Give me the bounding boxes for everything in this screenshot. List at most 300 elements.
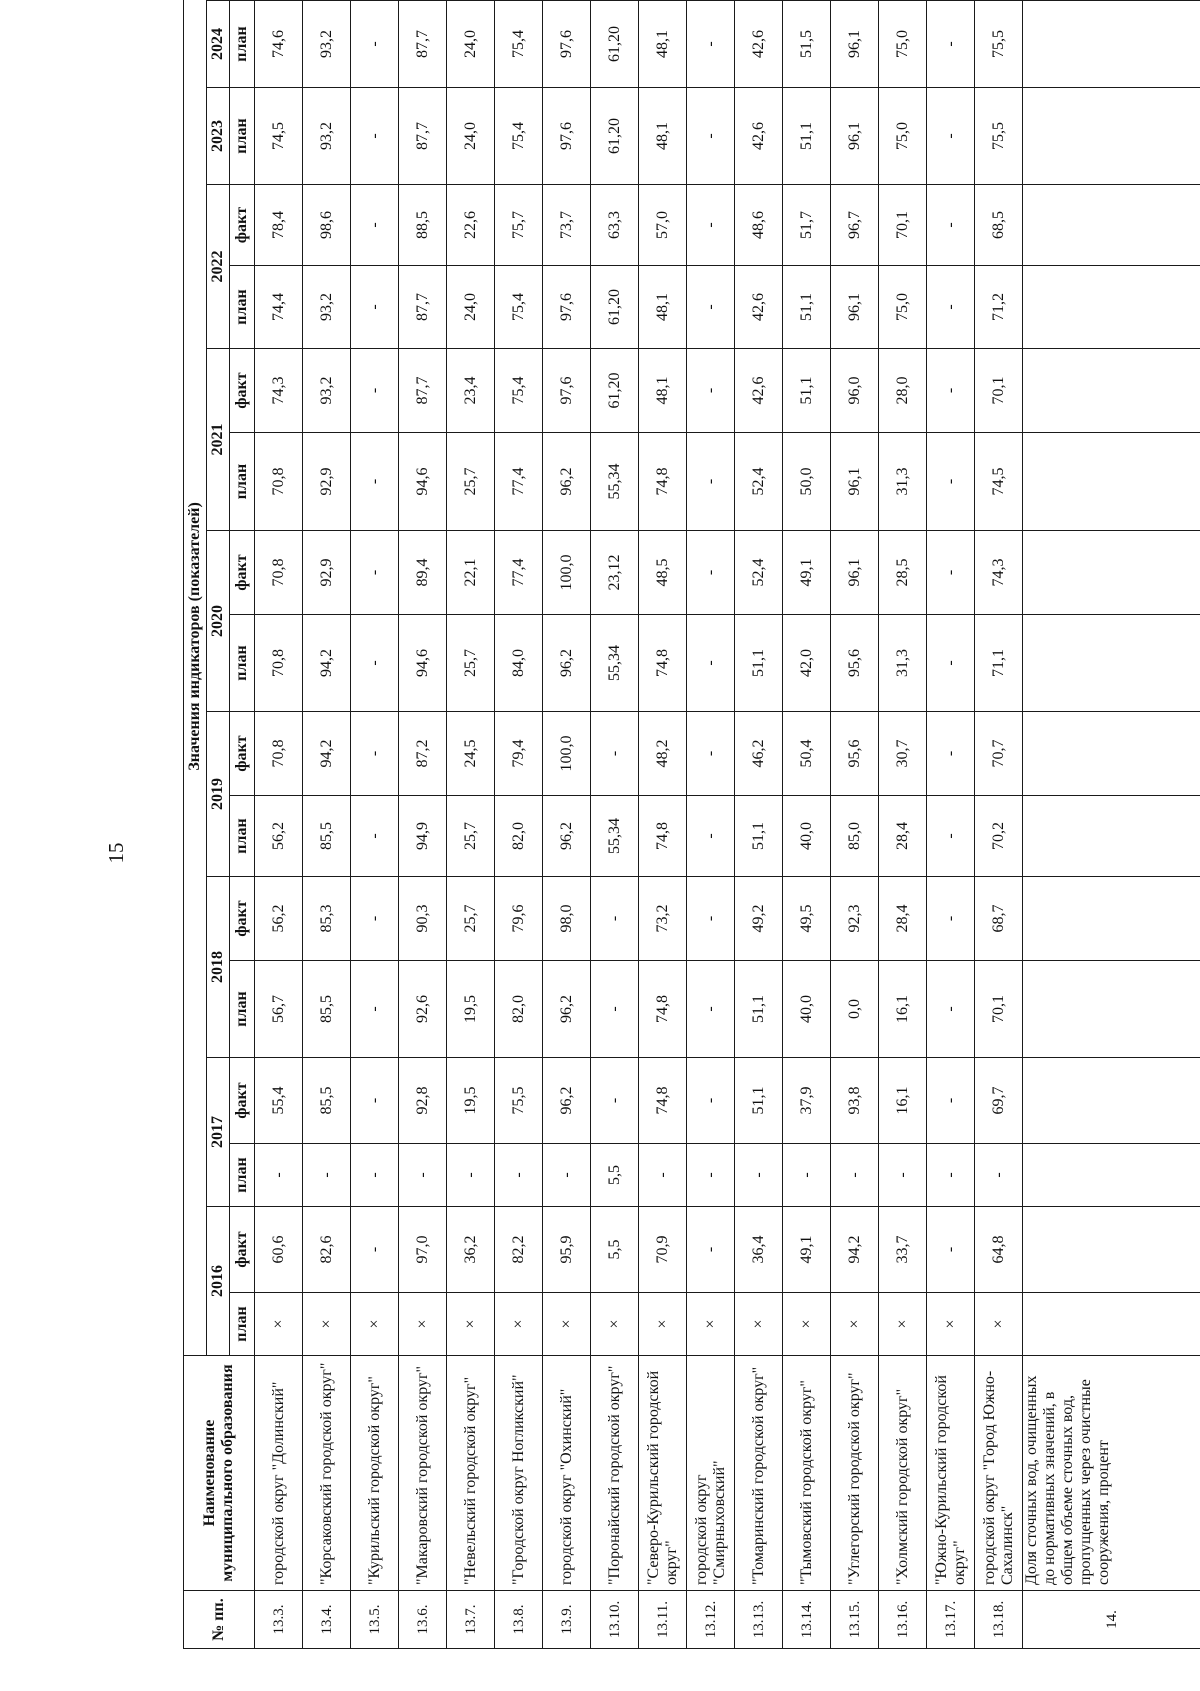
municipality-name: городской округ "Охинский" xyxy=(543,1356,591,1591)
value-cell: 51,1 xyxy=(735,961,783,1058)
value-cell: 85,3 xyxy=(303,877,351,961)
value-cell: 68,7 xyxy=(975,877,1023,961)
value-cell: × xyxy=(591,1293,639,1356)
value-cell: - xyxy=(687,531,735,615)
value-cell: 0,0 xyxy=(831,961,879,1058)
municipality-name: "Городской округ Ногликский" xyxy=(495,1356,543,1591)
table-row xyxy=(927,0,975,1649)
value-cell: 94,2 xyxy=(831,1207,879,1293)
value-cell: 24,5 xyxy=(447,712,495,796)
value-cell: 93,2 xyxy=(303,349,351,433)
row-number: 13.5. xyxy=(351,1591,399,1649)
value-cell: 73,2 xyxy=(639,877,687,961)
header-plan xyxy=(230,0,255,1)
value-cell xyxy=(927,0,975,1)
value-cell: - xyxy=(543,1144,591,1207)
value-cell: 75,4 xyxy=(495,1,543,88)
value-cell: - xyxy=(687,88,735,185)
value-cell: 87,2 xyxy=(399,712,447,796)
value-cell: × xyxy=(831,1293,879,1356)
value-cell: 95,6 xyxy=(831,615,879,712)
value-cell: 49,1 xyxy=(783,531,831,615)
table-row xyxy=(831,0,879,1649)
header-plan: план xyxy=(230,1,255,88)
value-cell: 49,2 xyxy=(735,877,783,961)
value-cell: 52,4 xyxy=(735,531,783,615)
header-plan: план xyxy=(230,796,255,877)
value-cell: - xyxy=(927,266,975,349)
empty-cell xyxy=(1023,615,1200,712)
value-cell: 16,1 xyxy=(879,961,927,1058)
value-cell: 23,12 xyxy=(591,531,639,615)
table-row xyxy=(879,0,927,1649)
value-cell: - xyxy=(927,877,975,961)
value-cell: 78,4 xyxy=(255,185,303,266)
header-plan: план xyxy=(230,266,255,349)
value-cell: 61,20 xyxy=(591,349,639,433)
value-cell: 100,0 xyxy=(543,531,591,615)
value-cell: - xyxy=(783,1144,831,1207)
value-cell: 36,2 xyxy=(447,1207,495,1293)
row-number: 13.3. xyxy=(255,1591,303,1649)
value-cell: 51,1 xyxy=(735,615,783,712)
value-cell: 94,6 xyxy=(399,615,447,712)
value-cell: 82,6 xyxy=(303,1207,351,1293)
value-cell: × xyxy=(543,1293,591,1356)
value-cell: 71,2 xyxy=(975,266,1023,349)
value-cell: 82,2 xyxy=(495,1207,543,1293)
value-cell: 85,5 xyxy=(303,961,351,1058)
value-cell: - xyxy=(927,185,975,266)
value-cell: × xyxy=(783,1293,831,1356)
value-cell: - xyxy=(351,796,399,877)
value-cell: 75,7 xyxy=(495,185,543,266)
value-cell: 92,9 xyxy=(303,433,351,531)
header-municipality: Наименование муниципального образования xyxy=(184,1356,255,1591)
value-cell: 74,6 xyxy=(255,1,303,88)
value-cell: 93,2 xyxy=(303,266,351,349)
value-cell: 50,4 xyxy=(783,712,831,796)
value-cell: × xyxy=(639,1293,687,1356)
header-year-2017: 2017 xyxy=(207,1058,230,1207)
value-cell: 22,6 xyxy=(447,185,495,266)
value-cell: 75,5 xyxy=(975,88,1023,185)
municipality-name: "Невельский городской округ" xyxy=(447,1356,495,1591)
header-plan: план xyxy=(230,615,255,712)
value-cell: 94,2 xyxy=(303,712,351,796)
value-cell: 25,7 xyxy=(447,877,495,961)
row-number: 13.10. xyxy=(591,1591,639,1649)
row-number: 14. xyxy=(1023,1591,1200,1649)
value-cell xyxy=(735,0,783,1)
value-cell: - xyxy=(591,1058,639,1144)
row-number: 13.4. xyxy=(303,1591,351,1649)
table-row xyxy=(735,0,783,1649)
header-plan: план xyxy=(230,1293,255,1356)
table-row xyxy=(447,0,495,1649)
value-cell: 97,6 xyxy=(543,349,591,433)
value-cell: × xyxy=(351,1293,399,1356)
value-cell: 42,6 xyxy=(735,88,783,185)
municipality-name: "Курильский городской округ" xyxy=(351,1356,399,1591)
municipality-name: "Корсаковский городской округ" xyxy=(303,1356,351,1591)
header-plan: план xyxy=(230,88,255,185)
value-cell xyxy=(591,0,639,1)
value-cell: 33,7 xyxy=(879,1207,927,1293)
header-fact: факт xyxy=(230,712,255,796)
value-cell: 19,5 xyxy=(447,1058,495,1144)
value-cell: × xyxy=(399,1293,447,1356)
row-number: 13.17. xyxy=(927,1591,975,1649)
value-cell: - xyxy=(687,433,735,531)
value-cell: 73,7 xyxy=(543,185,591,266)
value-cell: 22,1 xyxy=(447,531,495,615)
table-row xyxy=(687,0,735,1649)
value-cell: 60,6 xyxy=(255,1207,303,1293)
row-number: 13.18. xyxy=(975,1591,1023,1649)
value-cell: - xyxy=(927,796,975,877)
value-cell: 88,5 xyxy=(399,185,447,266)
value-cell: - xyxy=(927,1058,975,1144)
value-cell: - xyxy=(351,615,399,712)
value-cell: 48,2 xyxy=(639,712,687,796)
value-cell: 61,20 xyxy=(591,88,639,185)
table-row xyxy=(351,0,399,1649)
value-cell: 49,1 xyxy=(783,1207,831,1293)
value-cell: 92,6 xyxy=(399,961,447,1058)
value-cell: × xyxy=(447,1293,495,1356)
value-cell xyxy=(687,0,735,1)
value-cell xyxy=(255,0,303,1)
value-cell: × xyxy=(303,1293,351,1356)
value-cell: - xyxy=(687,961,735,1058)
header-fact: факт xyxy=(230,1058,255,1144)
table-row xyxy=(303,0,351,1649)
value-cell: 28,4 xyxy=(879,877,927,961)
value-cell: - xyxy=(351,1144,399,1207)
value-cell: 25,7 xyxy=(447,796,495,877)
value-cell: 56,2 xyxy=(255,796,303,877)
value-cell: - xyxy=(927,349,975,433)
empty-cell xyxy=(1023,0,1200,1)
value-cell: 51,1 xyxy=(735,1058,783,1144)
header-year-2018: 2018 xyxy=(207,877,230,1058)
value-cell: - xyxy=(639,1144,687,1207)
value-cell: - xyxy=(591,877,639,961)
value-cell xyxy=(543,0,591,1)
value-cell: 75,4 xyxy=(495,266,543,349)
header-year-2024: 2024 xyxy=(207,1,230,88)
row-number: 13.7. xyxy=(447,1591,495,1649)
value-cell: - xyxy=(687,796,735,877)
value-cell: 70,8 xyxy=(255,615,303,712)
value-cell: 51,1 xyxy=(783,266,831,349)
table-row xyxy=(255,0,303,1649)
value-cell: 97,6 xyxy=(543,266,591,349)
value-cell: 77,4 xyxy=(495,433,543,531)
value-cell: 49,5 xyxy=(783,877,831,961)
value-cell: 31,3 xyxy=(879,615,927,712)
value-cell: 75,5 xyxy=(495,1058,543,1144)
value-cell xyxy=(303,0,351,1)
value-cell: 74,8 xyxy=(639,615,687,712)
value-cell: - xyxy=(351,1,399,88)
value-cell: 98,0 xyxy=(543,877,591,961)
value-cell: 96,2 xyxy=(543,1058,591,1144)
empty-cell xyxy=(1023,961,1200,1058)
value-cell: 79,4 xyxy=(495,712,543,796)
value-cell: 94,2 xyxy=(303,615,351,712)
table-row xyxy=(783,0,831,1649)
row-number: 13.8. xyxy=(495,1591,543,1649)
value-cell: 55,34 xyxy=(591,796,639,877)
value-cell: 28,0 xyxy=(879,349,927,433)
value-cell: 96,2 xyxy=(543,961,591,1058)
value-cell: 51,1 xyxy=(783,88,831,185)
header-year-2021: 2021 xyxy=(207,349,230,531)
header-fact: факт xyxy=(230,185,255,266)
value-cell: - xyxy=(351,961,399,1058)
value-cell: 96,1 xyxy=(831,1,879,88)
value-cell: 61,20 xyxy=(591,266,639,349)
value-cell xyxy=(639,0,687,1)
row-number: 13.13. xyxy=(735,1591,783,1649)
municipality-name: городской округ "Долинский" xyxy=(255,1356,303,1591)
value-cell: 74,3 xyxy=(975,531,1023,615)
value-cell: 74,8 xyxy=(639,961,687,1058)
value-cell: - xyxy=(687,1,735,88)
empty-cell xyxy=(1023,796,1200,877)
value-cell: - xyxy=(255,1144,303,1207)
municipality-name: "Углегорский городской округ" xyxy=(831,1356,879,1591)
value-cell: 36,4 xyxy=(735,1207,783,1293)
value-cell: 51,1 xyxy=(735,796,783,877)
value-cell: 74,5 xyxy=(975,433,1023,531)
empty-cell xyxy=(1023,712,1200,796)
value-cell: - xyxy=(303,1144,351,1207)
value-cell: - xyxy=(927,615,975,712)
value-cell xyxy=(879,0,927,1)
header-num: № пп. xyxy=(184,1591,255,1649)
row-number: 13.15. xyxy=(831,1591,879,1649)
row-number: 13.12. xyxy=(687,1591,735,1649)
municipality-name: городской округ "Смирныховский" xyxy=(687,1356,735,1591)
value-cell: 42,6 xyxy=(735,1,783,88)
value-cell: 93,2 xyxy=(303,88,351,185)
value-cell: - xyxy=(927,88,975,185)
value-cell: 51,5 xyxy=(783,1,831,88)
value-cell: 68,5 xyxy=(975,185,1023,266)
value-cell: 95,6 xyxy=(831,712,879,796)
value-cell: - xyxy=(927,433,975,531)
value-cell: 19,5 xyxy=(447,961,495,1058)
value-cell: 92,8 xyxy=(399,1058,447,1144)
value-cell: 74,3 xyxy=(255,349,303,433)
value-cell: 70,1 xyxy=(879,185,927,266)
value-cell: 95,9 xyxy=(543,1207,591,1293)
value-cell: 46,2 xyxy=(735,712,783,796)
value-cell: 61,20 xyxy=(591,1,639,88)
value-cell: 74,5 xyxy=(255,88,303,185)
municipality-name: городской округ "Город Южно-Сахалинск" xyxy=(975,1356,1023,1591)
value-cell: 82,0 xyxy=(495,961,543,1058)
row-number: 13.16. xyxy=(879,1591,927,1649)
value-cell: 82,0 xyxy=(495,796,543,877)
table-row xyxy=(591,0,639,1649)
value-cell: 74,8 xyxy=(639,1058,687,1144)
value-cell: 96,2 xyxy=(543,796,591,877)
row-number: 13.11. xyxy=(639,1591,687,1649)
value-cell: - xyxy=(399,1144,447,1207)
value-cell: 75,0 xyxy=(879,88,927,185)
value-cell: 48,1 xyxy=(639,349,687,433)
municipality-name: "Поронайский городской округ" xyxy=(591,1356,639,1591)
value-cell: 74,8 xyxy=(639,433,687,531)
value-cell: 42,0 xyxy=(783,615,831,712)
header-year-2019: 2019 xyxy=(207,712,230,877)
value-cell: - xyxy=(591,961,639,1058)
value-cell: 24,0 xyxy=(447,266,495,349)
value-cell: 56,7 xyxy=(255,961,303,1058)
value-cell: - xyxy=(687,712,735,796)
value-cell: 75,4 xyxy=(495,349,543,433)
value-cell: 70,7 xyxy=(975,712,1023,796)
value-cell: 87,7 xyxy=(399,1,447,88)
value-cell: 71,1 xyxy=(975,615,1023,712)
value-cell: 84,0 xyxy=(495,615,543,712)
value-cell: 85,5 xyxy=(303,796,351,877)
value-cell: - xyxy=(927,531,975,615)
value-cell: 28,4 xyxy=(879,796,927,877)
value-cell: × xyxy=(975,1293,1023,1356)
header-year-2023: 2023 xyxy=(207,88,230,185)
value-cell: - xyxy=(927,712,975,796)
value-cell: 23,4 xyxy=(447,349,495,433)
table-row xyxy=(399,0,447,1649)
value-cell: - xyxy=(351,349,399,433)
value-cell: - xyxy=(687,1144,735,1207)
municipality-name: "Макаровский городской округ" xyxy=(399,1356,447,1591)
value-cell: - xyxy=(687,349,735,433)
value-cell: - xyxy=(975,1144,1023,1207)
value-cell: - xyxy=(927,1144,975,1207)
row-number: 13.14. xyxy=(783,1591,831,1649)
header-fact: факт xyxy=(230,531,255,615)
header-fact: факт xyxy=(230,877,255,961)
value-cell: × xyxy=(879,1293,927,1356)
value-cell: - xyxy=(351,712,399,796)
value-cell xyxy=(447,0,495,1)
value-cell: 96,1 xyxy=(831,266,879,349)
value-cell: - xyxy=(879,1144,927,1207)
value-cell: - xyxy=(687,1207,735,1293)
value-cell: 97,6 xyxy=(543,1,591,88)
value-cell: 75,0 xyxy=(879,1,927,88)
value-cell: 69,7 xyxy=(975,1058,1023,1144)
value-cell xyxy=(975,0,1023,1)
header-fact: факт xyxy=(230,1207,255,1293)
header-year-2025 xyxy=(207,0,230,1)
municipality-name: "Холмский городской округ" xyxy=(879,1356,927,1591)
value-cell: 74,4 xyxy=(255,266,303,349)
municipality-name: "Тымовский городской округ" xyxy=(783,1356,831,1591)
value-cell: 55,34 xyxy=(591,615,639,712)
page-number: 15 xyxy=(104,842,128,864)
value-cell: 85,0 xyxy=(831,796,879,877)
value-cell: 24,0 xyxy=(447,1,495,88)
value-cell: - xyxy=(591,712,639,796)
row-number: 13.9. xyxy=(543,1591,591,1649)
value-cell: 97,6 xyxy=(543,88,591,185)
value-cell: 75,0 xyxy=(879,266,927,349)
value-cell: × xyxy=(735,1293,783,1356)
value-cell: 48,1 xyxy=(639,88,687,185)
value-cell: - xyxy=(831,1144,879,1207)
table-row-14 xyxy=(1023,0,1200,1649)
value-cell: 94,6 xyxy=(399,433,447,531)
value-cell: 100,0 xyxy=(543,712,591,796)
empty-cell xyxy=(1023,1293,1200,1356)
value-cell: 48,6 xyxy=(735,185,783,266)
value-cell: 57,0 xyxy=(639,185,687,266)
value-cell: 87,7 xyxy=(399,349,447,433)
row-name: Доля сточных вод, очищенных до нормативных значений, в общем объеме сточных вод, пропущенных через очистные сооружения, процент xyxy=(1023,1356,1200,1591)
value-cell: 50,0 xyxy=(783,433,831,531)
value-cell: 96,2 xyxy=(543,615,591,712)
value-cell: 96,1 xyxy=(831,433,879,531)
value-cell: 25,7 xyxy=(447,433,495,531)
indicator-table xyxy=(183,0,1200,1649)
empty-cell xyxy=(1023,877,1200,961)
value-cell: - xyxy=(495,1144,543,1207)
value-cell: 74,8 xyxy=(639,796,687,877)
value-cell: 70,1 xyxy=(975,349,1023,433)
empty-cell xyxy=(1023,531,1200,615)
value-cell: 63,3 xyxy=(591,185,639,266)
value-cell: 89,4 xyxy=(399,531,447,615)
value-cell: - xyxy=(351,877,399,961)
empty-cell xyxy=(1023,433,1200,531)
value-cell: 16,1 xyxy=(879,1058,927,1144)
value-cell: - xyxy=(351,433,399,531)
row-number: 13.6. xyxy=(399,1591,447,1649)
value-cell: 70,1 xyxy=(975,961,1023,1058)
value-cell: 90,3 xyxy=(399,877,447,961)
value-cell: 70,8 xyxy=(255,433,303,531)
value-cell: 40,0 xyxy=(783,961,831,1058)
empty-cell xyxy=(1023,349,1200,433)
value-cell: 48,1 xyxy=(639,266,687,349)
value-cell xyxy=(351,0,399,1)
value-cell: 5,5 xyxy=(591,1207,639,1293)
value-cell: 87,7 xyxy=(399,88,447,185)
value-cell: - xyxy=(351,185,399,266)
value-cell: - xyxy=(687,877,735,961)
value-cell: 48,1 xyxy=(639,1,687,88)
value-cell: 93,2 xyxy=(303,1,351,88)
value-cell: 96,2 xyxy=(543,433,591,531)
value-cell: - xyxy=(351,531,399,615)
value-cell: 70,2 xyxy=(975,796,1023,877)
table-body xyxy=(255,0,1200,1649)
value-cell: × xyxy=(927,1293,975,1356)
header-plan: план xyxy=(230,961,255,1058)
value-cell: 96,1 xyxy=(831,88,879,185)
value-cell: - xyxy=(351,1058,399,1144)
value-cell: 28,5 xyxy=(879,531,927,615)
empty-cell xyxy=(1023,1058,1200,1144)
value-cell: 75,4 xyxy=(495,88,543,185)
